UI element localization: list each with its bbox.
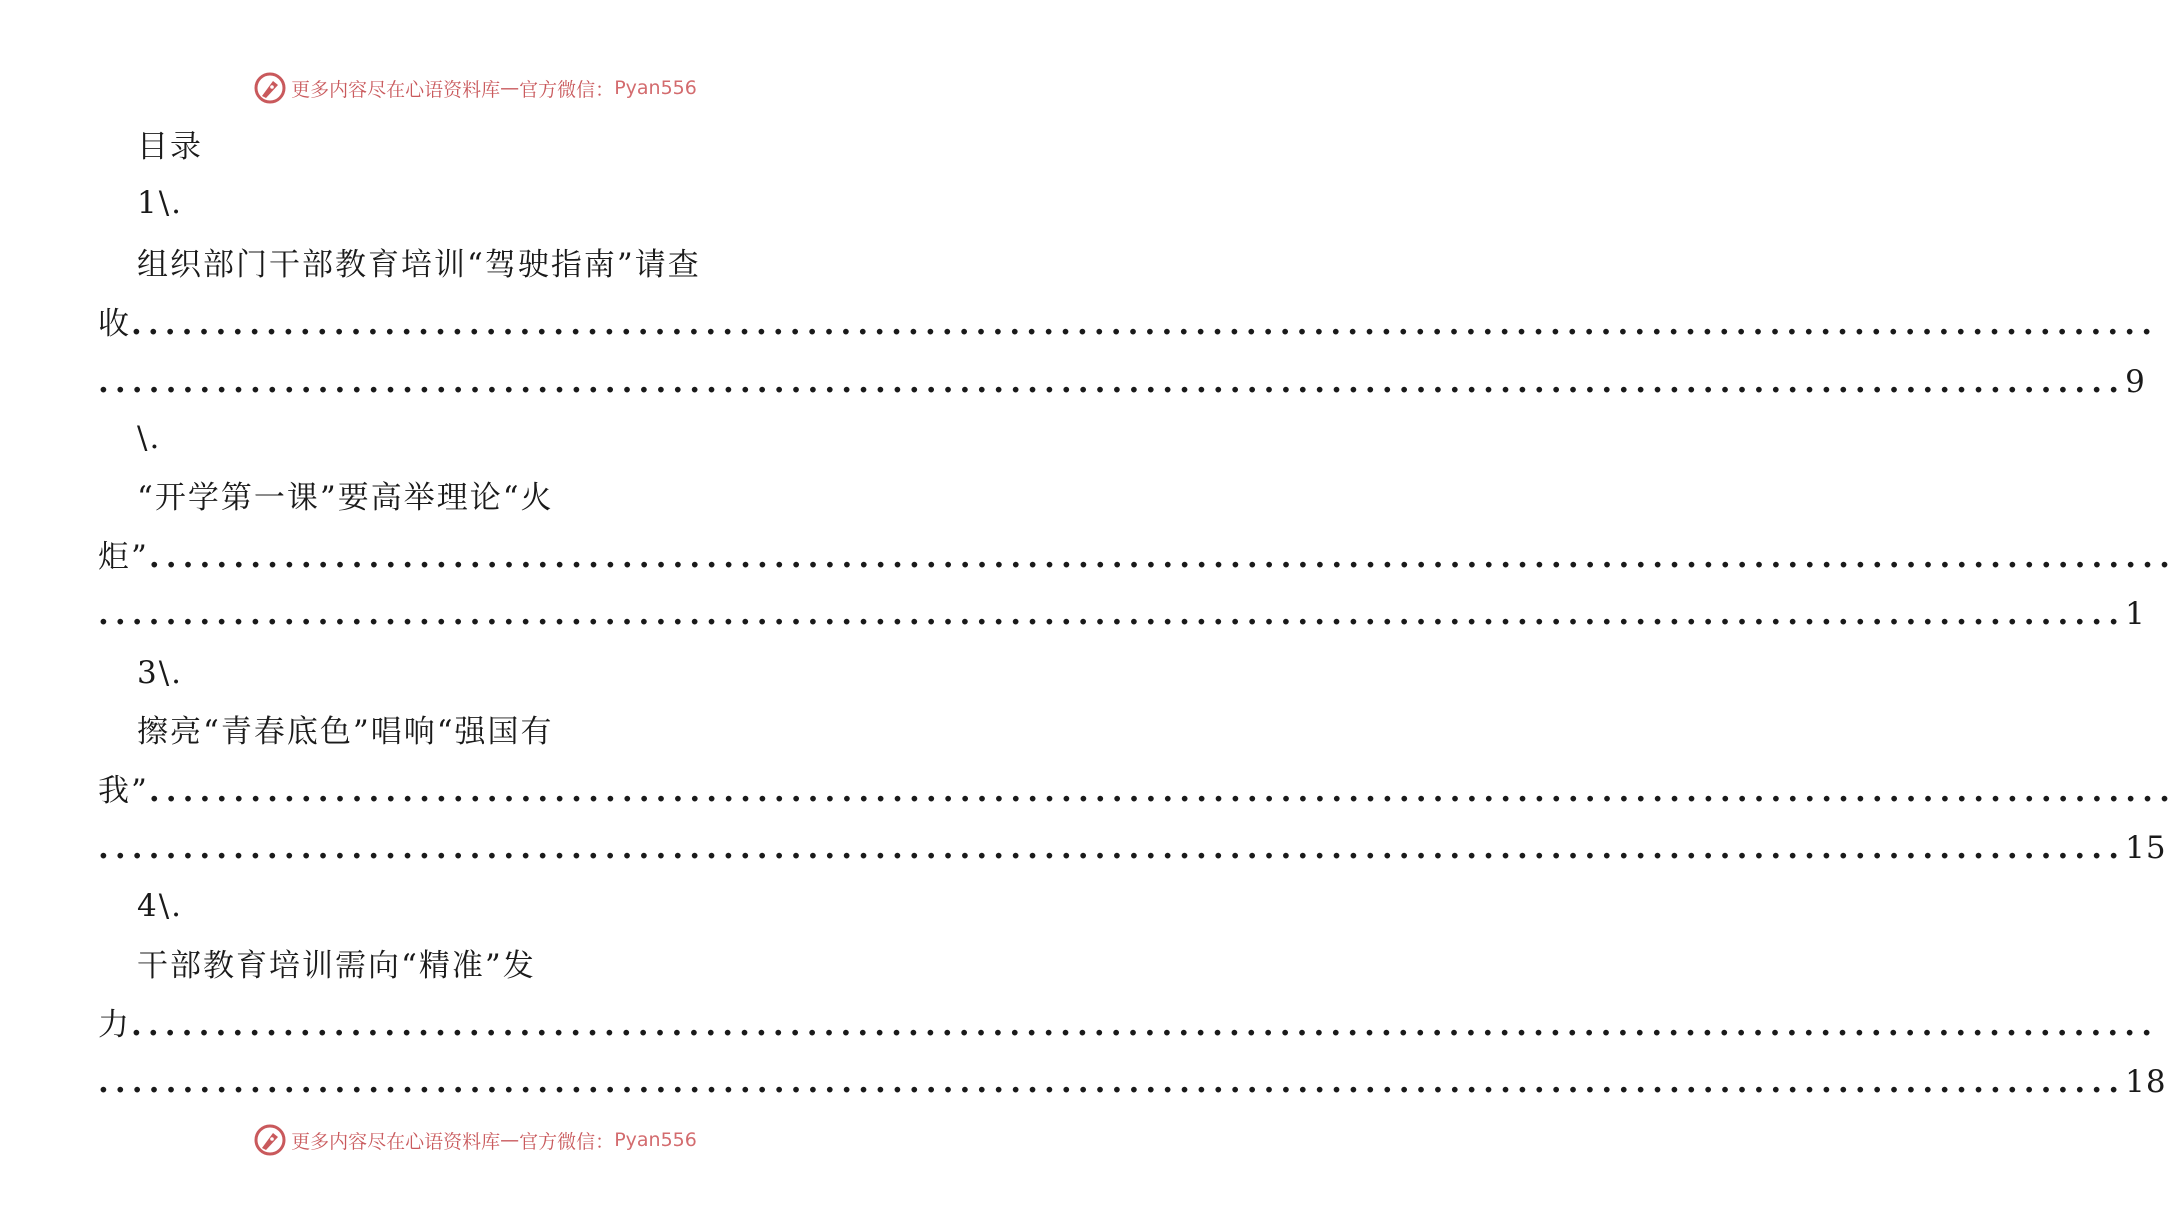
toc-entry-4-number: 4\. [137,888,184,924]
toc-entry-3-page[interactable]: 15 [2125,830,2167,866]
watermark-text: 更多内容尽在心语资料库 [291,78,501,101]
toc-entry-3-leader-row-2 [98,828,2167,868]
watermark-official: 官方微信： [519,1130,615,1153]
dot-leader: ........................................................................................................................ [98,596,2126,632]
toc-title: 目录 [137,129,203,165]
toc-entry-1-leader-row [98,304,2159,344]
toc-entry-4-leader-row-2 [98,1062,2167,1102]
dot-leader: ........................................................................................................................ [98,830,2126,866]
toc-entry-2-title-tail: 炬” [98,539,149,575]
toc-entry-1-title[interactable]: 组织部门干部教育培训“驾驶指南”请查 [137,247,701,283]
watermark-separator: — [500,77,520,99]
dot-leader: ........................................................................................................................ [131,1007,2159,1043]
toc-entry-2-leader-row-2 [98,594,2146,634]
toc-entry-2-page[interactable]: 1 [2125,596,2146,632]
toc-entry-4-page[interactable]: 18 [2125,1064,2167,1100]
watermark-account: Pyan556 [614,77,697,99]
watermark-official: 官方微信： [519,78,615,101]
toc-entry-1-number: 1\. [137,185,184,221]
toc-entry-2-number: \. [137,420,162,456]
toc-entry-2-leader-row [98,537,2176,577]
toc-entry-3-leader-row [98,771,2176,811]
toc-entry-3-title[interactable]: 擦亮“青春底色”唱响“强国有 [137,714,554,750]
header-watermark [0,68,950,108]
toc-entry-1-title-tail: 收 [98,306,131,342]
toc-entry-3-title-tail: 我” [98,773,149,809]
pen-nib-circle-icon [253,71,287,105]
dot-leader: ........................................................................................................................ [98,1064,2126,1100]
dot-leader: ........................................................................................................................ [148,539,2176,575]
watermark-separator: — [500,1129,520,1151]
dot-leader: ........................................................................................................................ [98,364,2126,400]
toc-entry-4-title-tail: 力 [98,1007,131,1043]
toc-entry-4-leader-row [98,1005,2159,1045]
footer-watermark [0,1120,950,1160]
watermark-account: Pyan556 [614,1129,697,1151]
toc-entry-1-leader-row-2 [98,362,2146,402]
toc-entry-2-title[interactable]: “开学第一课”要高举理论“火 [137,480,554,516]
dot-leader: ........................................................................................................................ [148,773,2176,809]
toc-entry-3-number: 3\. [137,655,184,691]
dot-leader: ........................................................................................................................ [131,306,2159,342]
watermark-text: 更多内容尽在心语资料库 [291,1130,501,1153]
toc-entry-4-title[interactable]: 干部教育培训需向“精准”发 [137,948,536,984]
toc-entry-1-page[interactable]: 9 [2125,364,2146,400]
pen-nib-circle-icon [253,1123,287,1157]
